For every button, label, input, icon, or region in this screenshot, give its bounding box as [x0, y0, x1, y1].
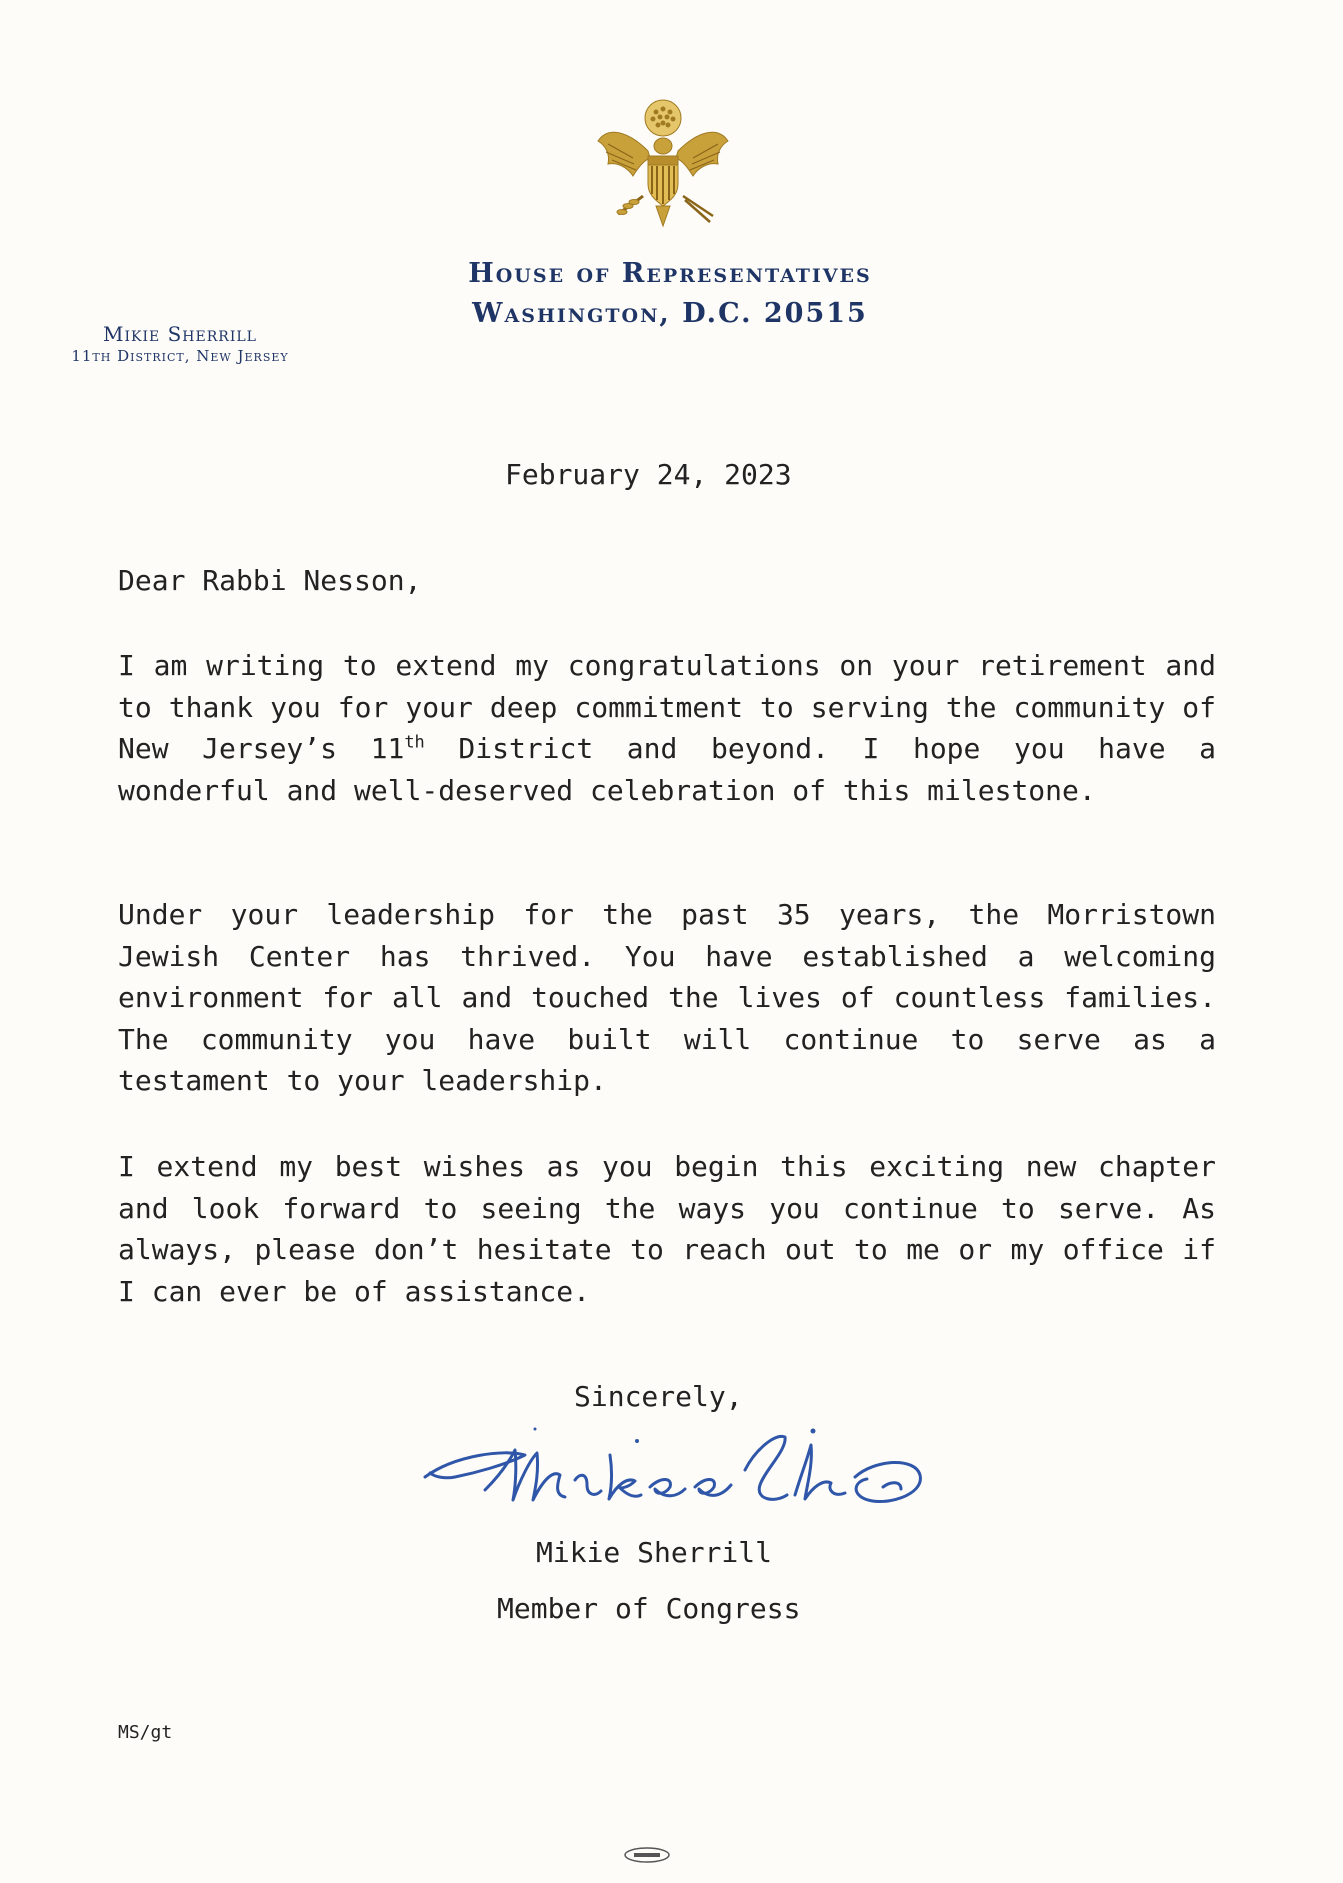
reference-initials: MS/gt — [118, 1722, 173, 1743]
member-name: Mikie Sherrill — [103, 322, 257, 346]
paragraph-1 — [118, 645, 1216, 811]
ordinal-suffix: th — [404, 732, 425, 753]
closing: Sincerely, — [574, 1380, 743, 1413]
paragraph-1-start: I am writing to extend my congratulations on your retirement and to thank you for your deep commitment to serving the community of New Jersey’s 11 — [118, 649, 1216, 765]
salutation: Dear Rabbi Nesson, — [118, 564, 422, 597]
union-bug-icon — [612, 1846, 682, 1864]
signer-title: Member of Congress — [497, 1592, 801, 1625]
letterhead-address: Washington, D.C. 20515 — [472, 298, 868, 329]
letterhead-house-of-representatives: House of Representatives — [468, 258, 872, 289]
paragraph-3: I extend my best wishes as you begin this exciting new chapter and look forward to seeing the ways you continue to serve. As always, please don’t hesitate to reach out to me or my office if I can ever be of assistance. — [118, 1150, 1216, 1308]
member-district: 11th District, New Jersey — [71, 347, 289, 365]
handwritten-signature — [415, 1415, 935, 1525]
paragraph-2: Under your leadership for the past 35 years, the Morristown Jewish Center has thrived. You have established a welcoming environment for all and touched the lives of countless families. The community you have built will continue to serve as a testament to your leadership. — [118, 898, 1216, 1097]
signer-name: Mikie Sherrill — [536, 1536, 773, 1569]
great-seal-eagle-icon — [588, 96, 738, 236]
paragraph-1-end: District and beyond. I hope you have a wonderful and well-deserved celebration of this milestone. — [118, 732, 1216, 807]
letter-date: February 24, 2023 — [505, 458, 792, 491]
